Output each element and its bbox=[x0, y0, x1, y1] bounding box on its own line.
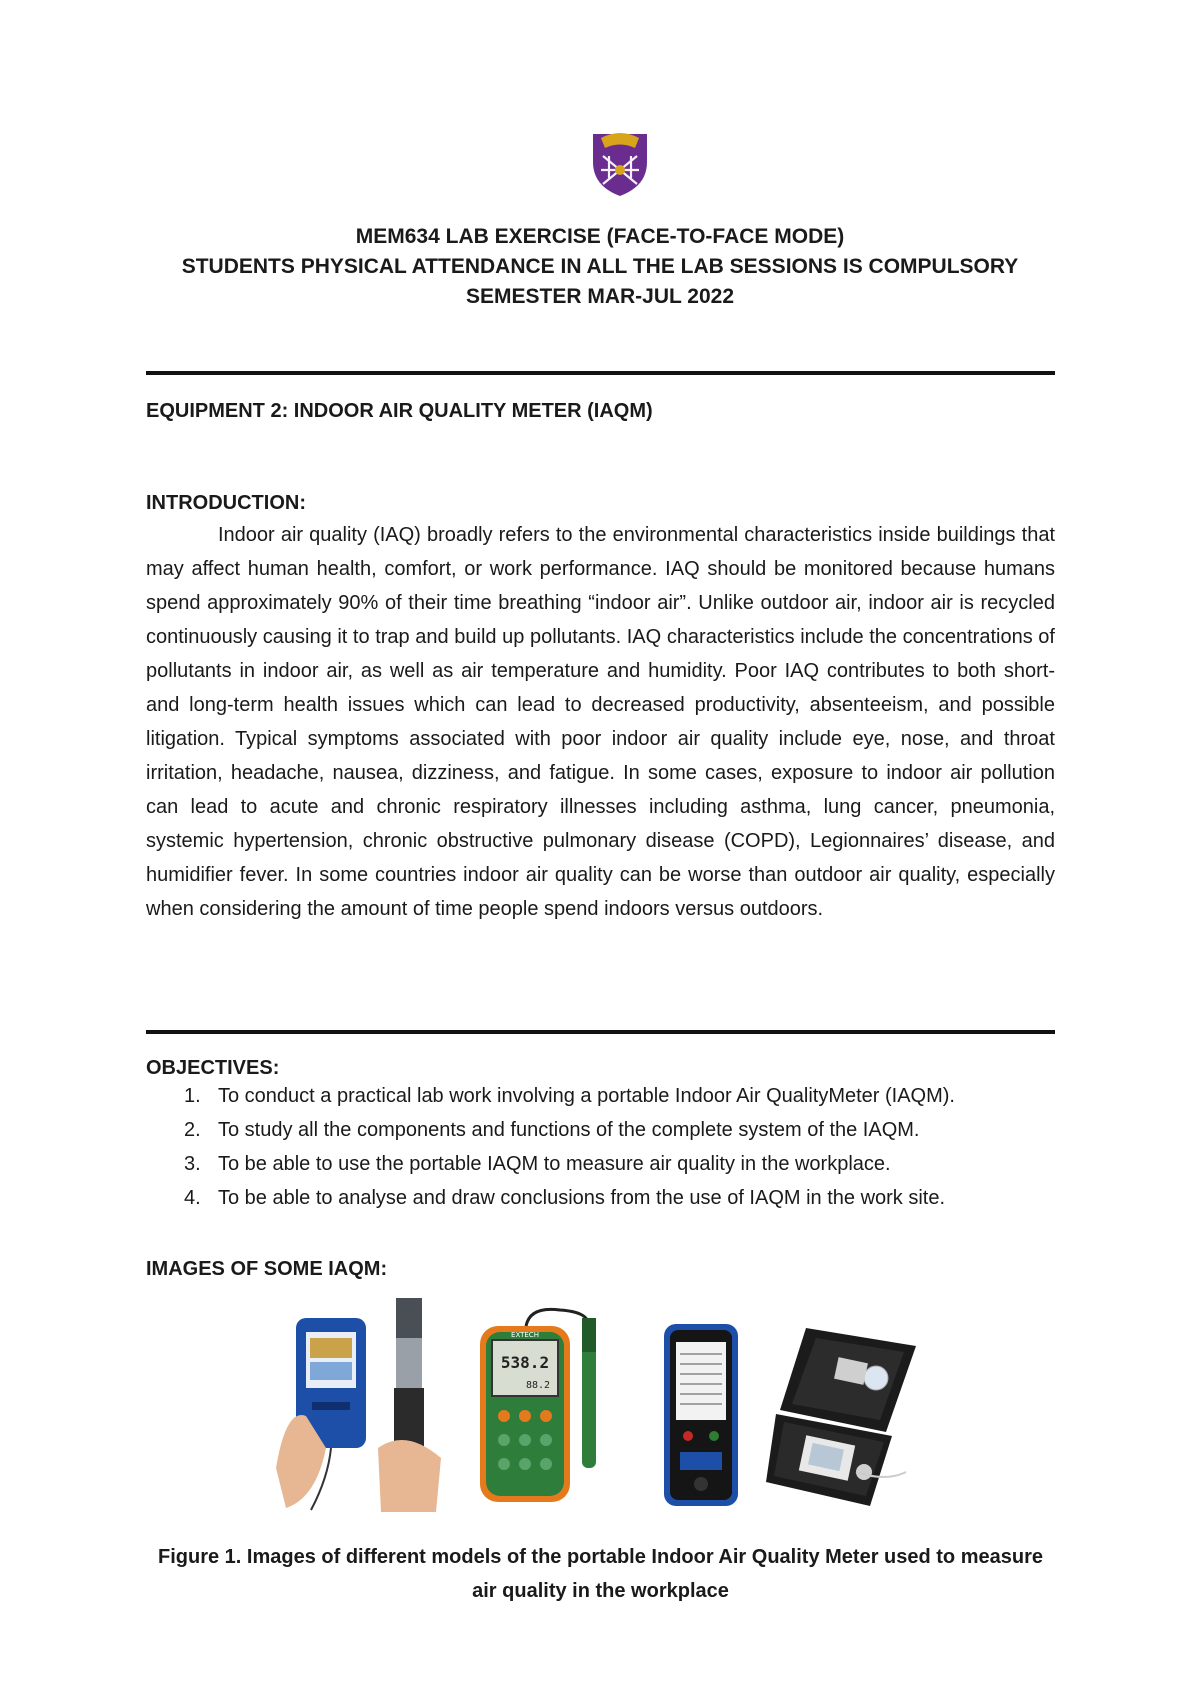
objective-item: 2. To study all the components and functions of the complete system of the IAQM. bbox=[184, 1119, 920, 1141]
course-title: MEM634 LAB EXERCISE (FACE-TO-FACE MODE) bbox=[355, 225, 845, 248]
svg-text:538.2: 538.2 bbox=[500, 1353, 550, 1372]
equipment-title: EQUIPMENT 2: INDOOR AIR QUALITY METER (IAQM) bbox=[146, 400, 653, 422]
iaqm-figure bbox=[266, 1298, 934, 1512]
section-divider bbox=[146, 371, 1055, 375]
svg-text:88.2: 88.2 bbox=[525, 1380, 551, 1391]
images-heading: IMAGES OF SOME IAQM: bbox=[146, 1258, 388, 1280]
attendance-notice: STUDENTS PHYSICAL ATTENDANCE IN ALL THE LAB SESSIONS IS COMPULSORY bbox=[181, 255, 1019, 278]
extech-iaqm-image bbox=[470, 1306, 620, 1512]
handheld-iaqm-with-probe-image bbox=[266, 1298, 456, 1512]
section-divider bbox=[146, 1030, 1055, 1034]
introduction-paragraph: Indoor air quality (IAQ) broadly refers to the environmental characteristics inside buildings that may affect human health, comfort, or work performance. IAQ should be monitored because humans spend approximately 90% of their time breathing “indoor air”. Unlike outdoor air, indoor air is recycled continuously causing it to trap and build up pollutants. IAQ characteristics include the concentrations of pollutants in indoor air, as well as air temperature and humidity. Poor IAQ contributes to both short- and long-term health issues which can lead to decreased productivity, absenteeism, and possible litigation. Typical symptoms associated with poor indoor air quality include eye, nose, and throat irritation, headache, nausea, dizziness, and fatigue. In some cases, exposure to indoor air pollution can lead to acute and chronic respiratory illnesses including asthma, lung cancer, pneumonia, systemic hypertension, chronic obstructive pulmonary disease (COPD), Legionnaires’ disease, and humidifier fever. In some countries indoor air quality can be worse than outdoor air quality, especially when considering the amount of time people spend indoors versus outdoors. bbox=[146, 524, 1055, 920]
svg-text:EXTECH: EXTECH bbox=[511, 1331, 539, 1339]
introduction-heading: INTRODUCTION: bbox=[146, 492, 306, 514]
document-header bbox=[0, 222, 1200, 312]
objective-item: 3. To be able to use the portable IAQM to measure air quality in the workplace. bbox=[184, 1153, 891, 1175]
university-crest-logo bbox=[589, 128, 651, 198]
objective-item: 1. To conduct a practical lab work involving a portable Indoor Air QualityMeter (IAQM). bbox=[184, 1085, 955, 1107]
iaqm-carrying-case-image bbox=[766, 1322, 934, 1508]
objectives-list bbox=[146, 1079, 1055, 1215]
figure-caption: Figure 1. Images of different models of the portable Indoor Air Quality Meter used to measure air quality in the workplace bbox=[158, 1546, 1043, 1602]
semester-label: SEMESTER MAR-JUL 2022 bbox=[465, 285, 735, 308]
objective-item: 4. To be able to analyse and draw conclusions from the use of IAQM in the work site. bbox=[184, 1187, 946, 1209]
objectives-heading: OBJECTIVES: bbox=[146, 1057, 280, 1079]
advanced-iaqm-handheld-image bbox=[658, 1324, 744, 1506]
